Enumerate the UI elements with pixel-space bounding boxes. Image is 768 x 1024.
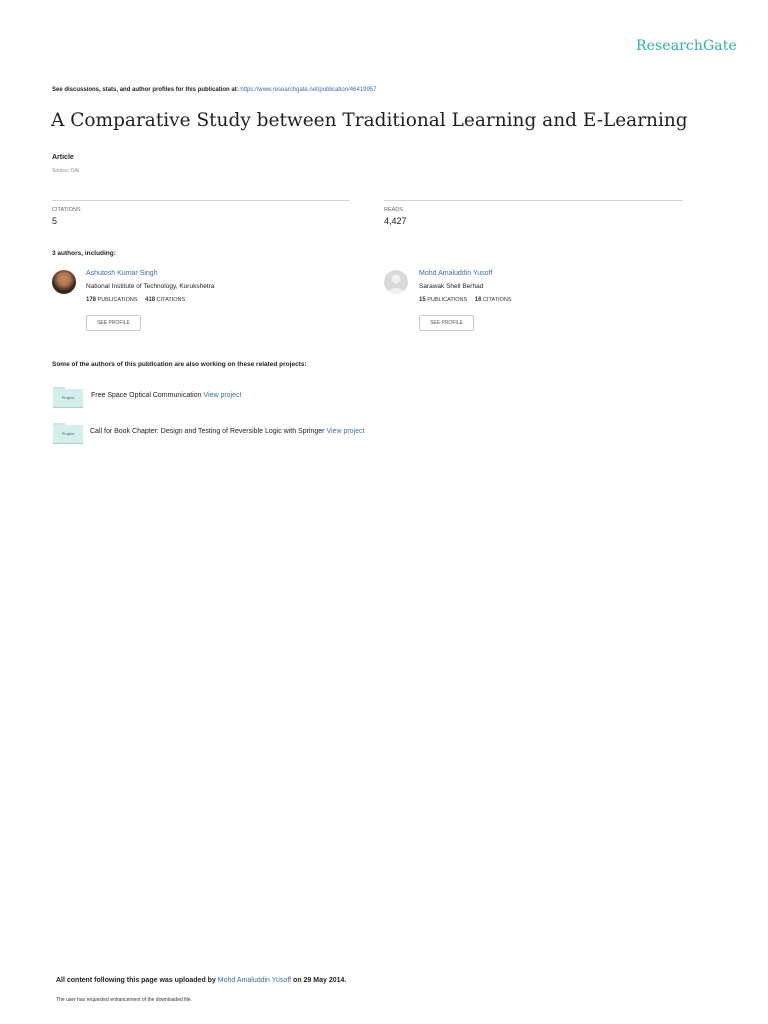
reads-label: READS bbox=[384, 207, 403, 213]
project-item bbox=[90, 428, 364, 435]
citations-value: 5 bbox=[52, 216, 58, 226]
avatar[interactable] bbox=[52, 270, 76, 294]
discussion-line bbox=[52, 87, 376, 93]
see-profile-button[interactable]: SEE PROFILE bbox=[86, 315, 141, 331]
view-project-link[interactable]: View project bbox=[203, 392, 242, 399]
citations-divider bbox=[52, 200, 350, 201]
authors-heading: 3 authors, including: bbox=[52, 250, 116, 257]
researchgate-logo[interactable]: ResearchGate bbox=[636, 38, 737, 54]
reads-divider bbox=[384, 200, 683, 201]
user-placeholder-icon bbox=[384, 270, 408, 294]
author-institution: Sarawak Shell Berhad bbox=[419, 283, 484, 290]
uploader-link[interactable]: Mohd Amaluddin Yusoff bbox=[217, 977, 292, 984]
author-institution: National Institute of Technology, Kurukshetra bbox=[86, 283, 215, 290]
project-folder-icon bbox=[53, 423, 83, 443]
citations-label: CITATIONS bbox=[52, 207, 81, 213]
author-stats bbox=[419, 297, 512, 303]
reads-value: 4,427 bbox=[384, 216, 407, 226]
author-citations-count: 16 bbox=[474, 297, 482, 303]
project-folder-icon bbox=[53, 387, 83, 407]
related-projects-heading: Some of the authors of this publication are also working on these related projects: bbox=[52, 361, 307, 368]
upload-info bbox=[56, 977, 346, 984]
author-publications-label: PUBLICATIONS bbox=[427, 297, 468, 303]
view-project-link[interactable]: View project bbox=[326, 428, 365, 435]
author-citations-label: CITATIONS bbox=[483, 297, 512, 303]
project-badge: Project bbox=[53, 425, 83, 444]
author-publications-count: 15 bbox=[419, 297, 426, 303]
project-title: Call for Book Chapter: Design and Testing of Reversible Logic with Springer bbox=[90, 428, 325, 435]
publication-source: Source: OAI bbox=[52, 168, 80, 174]
publication-type: Article bbox=[52, 154, 74, 161]
see-profile-button[interactable]: SEE PROFILE bbox=[419, 315, 474, 331]
author-name-link[interactable]: Ashutosh Kumar Singh bbox=[86, 270, 158, 277]
upload-prefix: All content following this page was uploaded by bbox=[56, 977, 216, 984]
author-name-link[interactable]: Mohd Amaluddin Yusoff bbox=[419, 270, 493, 277]
enhancement-note: The user has requested enhancement of the downloaded file. bbox=[56, 997, 192, 1003]
author-citations-label: CITATIONS bbox=[156, 297, 186, 303]
avatar[interactable] bbox=[384, 270, 408, 294]
author-publications-label: PUBLICATIONS bbox=[97, 297, 138, 303]
author-stats bbox=[86, 297, 185, 303]
project-badge: Project bbox=[53, 389, 83, 408]
page-title: A Comparative Study between Traditional Learning and E-Learning bbox=[51, 110, 688, 131]
author-citations-count: 418 bbox=[145, 297, 156, 303]
publication-url-link[interactable]: https://www.researchgate.net/publication/46419957 bbox=[240, 87, 377, 93]
project-title: Free Space Optical Communication bbox=[91, 392, 202, 399]
project-item bbox=[91, 392, 241, 399]
upload-date: on 29 May 2014. bbox=[293, 977, 347, 984]
author-publications-count: 178 bbox=[86, 297, 97, 303]
discussion-prefix: See discussions, stats, and author profiles for this publication at: bbox=[52, 87, 239, 93]
